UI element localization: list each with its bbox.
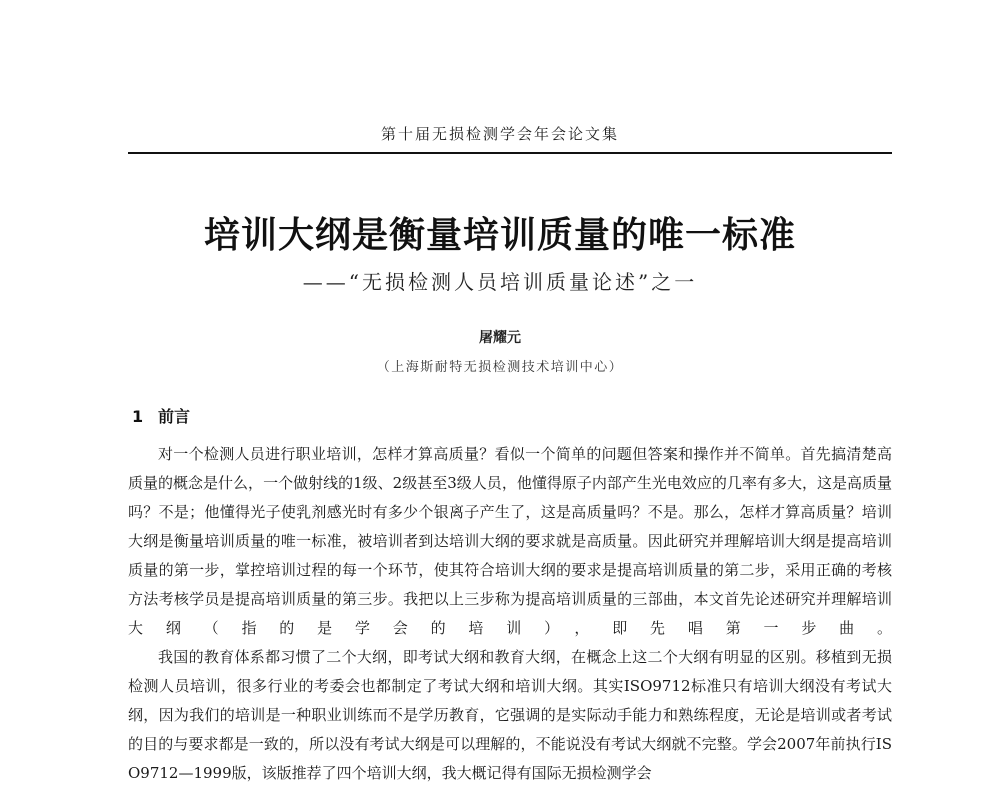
paper-title: 培训大纲是衡量培训质量的唯一标准	[203, 215, 796, 256]
section-number: 1	[132, 407, 144, 426]
body-text	[128, 440, 892, 788]
section-heading	[132, 404, 190, 427]
paragraph: 我国的教育体系都习惯了二个大纲，即考试大纲和教育大纲，在概念上这二个大纲有明显的区别。移植到无损检测人员培训，很多行业的考委会也都制定了考试大纲和培训大纲。其实ISO9712标准只有培训大纲没有考试大纲，因为我们的培训是一种职业训练而不是学历教育，它强调的是实际动手能力和熟练程度，无论是培训或者考试的目的与要求都是一致的，所以没有考试大纲是可以理解的，不能说没有考试大纲就不完整。学会2007年前执行ISO9712—1999版，该版推荐了四个培训大纲，我大概记得有国际无损检测学会	[128, 648, 892, 782]
paper-subtitle: ——“无损检测人员培训质量论述”之一	[302, 270, 698, 294]
paragraph: 对一个检测人员进行职业培训，怎样才算高质量？看似一个简单的问题但答案和操作并不简单。首先搞清楚高质量的概念是什么，一个做射线的1级、2级甚至3级人员，他懂得原子内部产生光电效应的几率有多大，这是高质量吗？不是；他懂得光子使乳剂感光时有多少个银离子产生了，这是高质量吗？不是。那么，怎样才算高质量？培训大纲是衡量培训质量的唯一标准，被培训者到达培训大纲的要求就是高质量。因此研究并理解培训大纲是提高培训质量的第一步，掌控培训过程的每一个环节，使其符合培训大纲的要求是提高培训质量的第二步，采用正确的考核方法考核学员是提高培训质量的第三步。我把以上三步称为提高培训质量的三部曲，本文首先论述研究并理解培训大纲（指的是学会的培训），即先唱第一步曲。	[128, 445, 892, 637]
running-head: 第十届无损检测学会年会论文集	[380, 125, 619, 143]
author-affiliation: （上海斯耐特无损检测技术培训中心）	[376, 360, 624, 375]
section-title: 前言	[158, 407, 191, 426]
header-rule	[128, 152, 892, 154]
author-name: 屠耀元	[479, 330, 521, 346]
